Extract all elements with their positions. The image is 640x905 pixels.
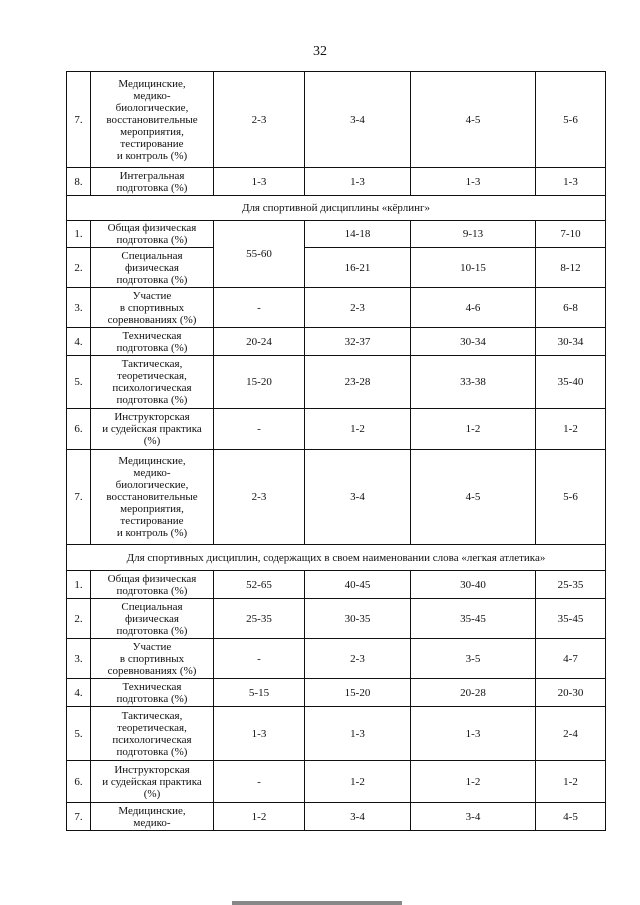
row-number: 5. [67, 356, 91, 409]
value-cell: 3-4 [305, 72, 411, 168]
value-cell: 35-45 [536, 599, 606, 639]
value-cell: 1-3 [411, 707, 536, 761]
value-cell: 8-12 [536, 248, 606, 288]
value-cell-merged: 55-60 [214, 221, 305, 288]
value-cell: 52-65 [214, 571, 305, 599]
row-name: Инструкторская и судейская практика (%) [91, 409, 214, 450]
value-cell: 2-4 [536, 707, 606, 761]
value-cell: 5-15 [214, 679, 305, 707]
value-cell: 1-2 [536, 409, 606, 450]
row-name: Общая физическая подготовка (%) [91, 221, 214, 248]
row-number: 7. [67, 803, 91, 831]
row-number: 3. [67, 639, 91, 679]
value-cell: 30-34 [411, 328, 536, 356]
table-row [67, 221, 606, 248]
row-name: Участие в спортивных соревнованиях (%) [91, 639, 214, 679]
table-row [67, 356, 606, 409]
table-row [67, 248, 606, 288]
value-cell: 30-34 [536, 328, 606, 356]
row-number: 1. [67, 221, 91, 248]
value-cell: 35-45 [411, 599, 536, 639]
value-cell: 16-21 [305, 248, 411, 288]
value-cell: 1-3 [411, 168, 536, 196]
row-name: Медицинские, медико- [91, 803, 214, 831]
value-cell: 7-10 [536, 221, 606, 248]
value-cell: 5-6 [536, 450, 606, 545]
value-cell: 2-3 [214, 450, 305, 545]
value-cell: 30-40 [411, 571, 536, 599]
value-cell: 20-30 [536, 679, 606, 707]
value-cell: 1-3 [214, 168, 305, 196]
row-name: Участие в спортивных соревнованиях (%) [91, 288, 214, 328]
value-cell: 5-6 [536, 72, 606, 168]
row-name: Тактическая, теоретическая, психологическая подготовка (%) [91, 707, 214, 761]
value-cell: 32-37 [305, 328, 411, 356]
value-cell: - [214, 409, 305, 450]
value-cell: 10-15 [411, 248, 536, 288]
value-cell: 1-3 [305, 707, 411, 761]
value-cell: 33-38 [411, 356, 536, 409]
row-number: 1. [67, 571, 91, 599]
value-cell: - [214, 761, 305, 803]
value-cell: 15-20 [214, 356, 305, 409]
value-cell: 1-2 [411, 761, 536, 803]
value-cell: 4-5 [536, 803, 606, 831]
value-cell: - [214, 639, 305, 679]
row-number: 6. [67, 761, 91, 803]
row-name: Техническая подготовка (%) [91, 679, 214, 707]
value-cell: 1-2 [411, 409, 536, 450]
table-row [67, 72, 606, 168]
value-cell: 3-4 [411, 803, 536, 831]
row-name: Специальная физическая подготовка (%) [91, 599, 214, 639]
row-number: 8. [67, 168, 91, 196]
value-cell: 23-28 [305, 356, 411, 409]
row-name: Инструкторская и судейская практика (%) [91, 761, 214, 803]
row-name: Техническая подготовка (%) [91, 328, 214, 356]
section-title: Для спортивной дисциплины «кёрлинг» [67, 196, 606, 221]
value-cell: 25-35 [536, 571, 606, 599]
value-cell: 1-3 [214, 707, 305, 761]
table-row [67, 571, 606, 599]
row-name: Общая физическая подготовка (%) [91, 571, 214, 599]
table-row [67, 450, 606, 545]
value-cell: 1-3 [305, 168, 411, 196]
value-cell: 1-2 [305, 409, 411, 450]
value-cell: 4-6 [411, 288, 536, 328]
value-cell: 3-4 [305, 450, 411, 545]
value-cell: 20-24 [214, 328, 305, 356]
scan-edge-mark [232, 901, 402, 905]
table-row [67, 328, 606, 356]
value-cell: 40-45 [305, 571, 411, 599]
value-cell: 4-7 [536, 639, 606, 679]
value-cell: 4-5 [411, 72, 536, 168]
table-row [67, 803, 606, 831]
training-ratio-table [66, 71, 606, 831]
row-name: Медицинские, медико- биологические, восстановительные мероприятия, тестирование и контроль (%) [91, 450, 214, 545]
value-cell: 9-13 [411, 221, 536, 248]
table-row [67, 679, 606, 707]
value-cell: 2-3 [214, 72, 305, 168]
value-cell: 1-3 [536, 168, 606, 196]
page-number: 32 [313, 44, 327, 59]
row-name: Интегральная подготовка (%) [91, 168, 214, 196]
row-name: Специальная физическая подготовка (%) [91, 248, 214, 288]
section-header-row [67, 545, 606, 571]
value-cell: 2-3 [305, 288, 411, 328]
row-number: 5. [67, 707, 91, 761]
value-cell: 1-2 [214, 803, 305, 831]
value-cell: 35-40 [536, 356, 606, 409]
row-number: 2. [67, 248, 91, 288]
value-cell: 30-35 [305, 599, 411, 639]
section-header-row [67, 196, 606, 221]
row-name: Медицинские, медико- биологические, восстановительные мероприятия, тестирование и контроль (%) [91, 72, 214, 168]
value-cell: 4-5 [411, 450, 536, 545]
value-cell: 15-20 [305, 679, 411, 707]
value-cell: 1-2 [305, 761, 411, 803]
value-cell: 2-3 [305, 639, 411, 679]
value-cell: 14-18 [305, 221, 411, 248]
table-row [67, 409, 606, 450]
value-cell: 20-28 [411, 679, 536, 707]
row-number: 4. [67, 679, 91, 707]
row-number: 7. [67, 72, 91, 168]
table-row [67, 599, 606, 639]
section-title: Для спортивных дисциплин, содержащих в своем наименовании слова «легкая атлетика» [67, 545, 606, 571]
value-cell: 3-5 [411, 639, 536, 679]
value-cell: 25-35 [214, 599, 305, 639]
row-number: 6. [67, 409, 91, 450]
table-row [67, 761, 606, 803]
table-row [67, 168, 606, 196]
table-row [67, 707, 606, 761]
value-cell: 3-4 [305, 803, 411, 831]
row-number: 3. [67, 288, 91, 328]
row-name: Тактическая, теоретическая, психологическая подготовка (%) [91, 356, 214, 409]
value-cell: 6-8 [536, 288, 606, 328]
value-cell: 1-2 [536, 761, 606, 803]
row-number: 7. [67, 450, 91, 545]
table-row [67, 288, 606, 328]
row-number: 2. [67, 599, 91, 639]
table-row [67, 639, 606, 679]
row-number: 4. [67, 328, 91, 356]
value-cell: - [214, 288, 305, 328]
